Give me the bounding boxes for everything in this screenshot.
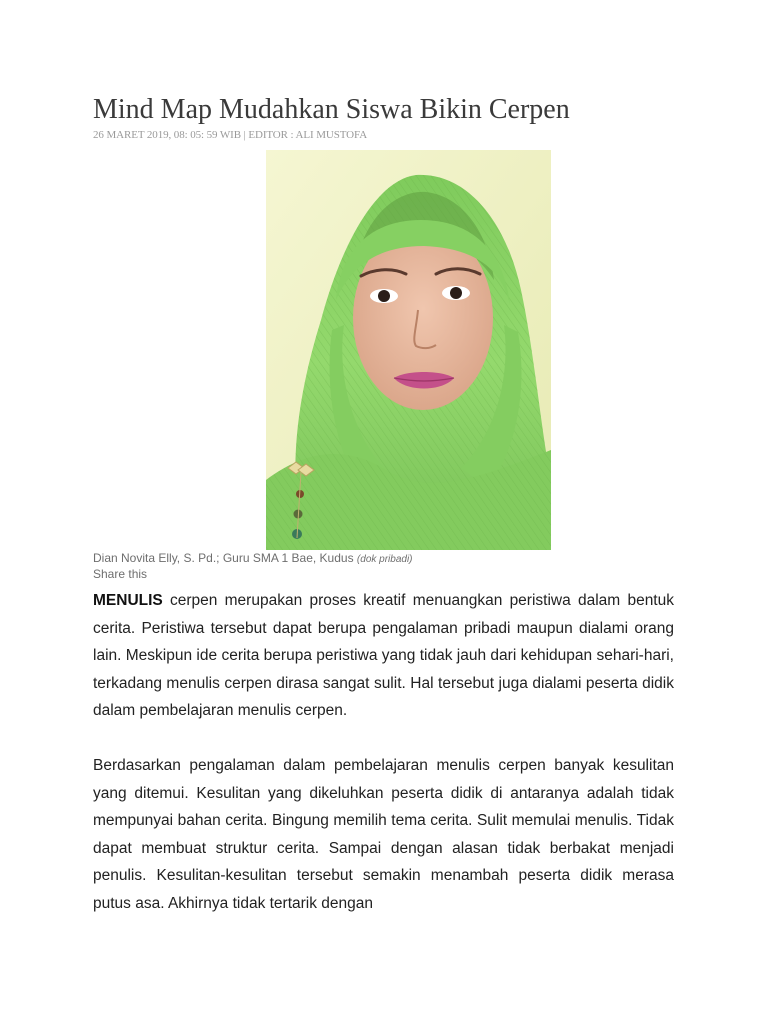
- article-title: Mind Map Mudahkan Siswa Bikin Cerpen: [93, 94, 570, 125]
- article-meta: 26 MARET 2019, 08: 05: 59 WIB | EDITOR : ALI MUSTOFA: [93, 129, 368, 141]
- author-photo: [266, 150, 551, 550]
- lead-word: MENULIS: [93, 592, 163, 609]
- photo-caption: [93, 551, 413, 567]
- author-portrait-illustration: [266, 150, 551, 550]
- article-paragraph-1: [93, 587, 674, 725]
- photo-caption-source: (dok pribadi): [356, 554, 413, 565]
- paragraph-1-text: cerpen merupakan proses kreatif menuangkan peristiwa dalam bentuk cerita. Peristiwa tersebut dapat berupa pengalaman pribadi maupun dialami orang lain. Meskipun ide cerita berupa peristiwa yang tidak jauh dari kehidupan sehari-hari, terkadang menulis cerpen dirasa sangat sulit. Hal tersebut juga dialami peserta didik dalam pembelajaran menulis cerpen.: [93, 592, 674, 719]
- article-paragraph-2: Berdasarkan pengalaman dalam pembelajaran menulis cerpen banyak kesulitan yang ditemui. Kesulitan yang dikeluhkan peserta didik di antaranya adalah tidak mempunyai bahan cerita. Bingung memilih tema cerita. Sulit memulai menulis. Tidak dapat membuat struktur cerita. Sampai dengan alasan tidak berbakat menjadi penulis. Kesulitan-kesulitan tersebut semakin menambah peserta didik merasa putus asa. Akhirnya tidak tertarik dengan: [93, 757, 674, 912]
- photo-caption-text: Dian Novita Elly, S. Pd.; Guru SMA 1 Bae, Kudus: [93, 551, 354, 565]
- share-link[interactable]: Share this: [93, 567, 148, 581]
